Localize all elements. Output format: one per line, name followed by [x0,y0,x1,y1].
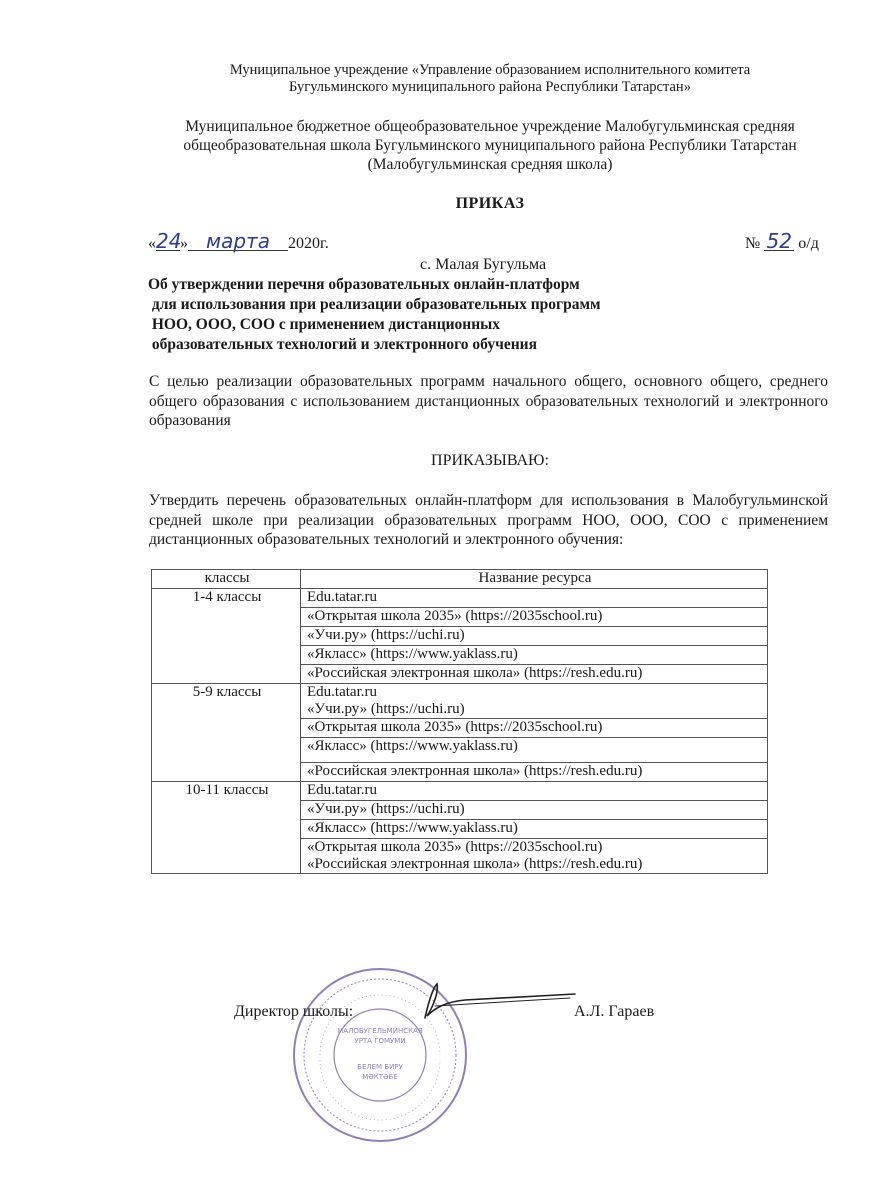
table-row [152,684,768,719]
table-row [152,608,768,627]
resource-cell: «Открытая школа 2035» (https://2035school.ru) [301,719,768,738]
class-group-label: 5-9 классы [152,684,301,719]
resource-cell: Edu.tatar.ru [301,589,768,608]
date-day: 24 [156,229,182,253]
subject-line-1: Об утверждении перечня образовательных онлайн-платформ [148,276,580,293]
seal-line-4: МӘКТӘБЕ [362,1073,398,1081]
resource-cell: «Якласс» (https://www.yaklass.ru) [301,646,768,665]
order-word: ПРИКАЗЫВАЮ: [431,452,549,469]
table-row [152,738,768,763]
signature-label: Директор школы: [234,1003,354,1020]
seal-line-3: БЕЛЕМ БИРУ [357,1063,403,1071]
place-of-issue: с. Малая Бугульма [420,256,547,273]
date-close-quote: » [180,235,188,252]
school-line-1: Муниципальное бюджетное общеобразовательное учреждение Малобугульминская средняя [185,118,795,135]
subject-line-3: НОО, ООО, СОО с применением дистанционных [148,316,501,333]
authority-line-1: Муниципальное учреждение «Управление образованием исполнительного комитета [229,62,751,78]
seal-line-1: МАЛОБУГЕЛЬМИНСКАЯ [337,1027,423,1035]
document-title: ПРИКАЗ [455,195,525,212]
order-number [745,229,819,253]
resource-cell: «Якласс» (https://www.yaklass.ru) [301,820,768,839]
table-row [152,782,768,801]
number-value: 52 [764,232,794,251]
director-name: А.Л. Гараев [574,1003,655,1020]
resource-cell: «Открытая школа 2035» (https://2035school.ru) [301,608,768,627]
resource-table [151,569,768,874]
school-header [100,117,873,174]
date-year: 2020г. [288,235,329,252]
table-row [152,646,768,665]
seal-line-2: УРТА ГОМУМИ [354,1037,406,1045]
resource-cell: «Якласс» (https://www.yaklass.ru) [301,738,768,763]
number-prefix: № [745,235,761,252]
resource-cell: «Российская электронная школа» (https://resh.edu.ru) [301,763,768,782]
resource-cell: «Российская электронная школа» (https://resh.edu.ru) [301,665,768,684]
order-subject [148,275,708,355]
table-row [152,763,768,782]
resource-cell: Edu.tatar.ru «Учи.ру» (https://uchi.ru) [301,684,768,719]
authority-line-2: Бугульминского муниципального района Республики Татарстан» [289,79,691,95]
column-header-resource: Название ресурса [301,570,768,589]
table-row [152,665,768,684]
order-date [148,229,329,253]
column-header-classes: классы [152,570,301,589]
decree-paragraph: Утвердить перечень образовательных онлайн-платформ для использования в Малобугульминской средней школе при реализации образовательных программ НОО, ООО, СОО с применением дистанционных образовательных технологий и электронного обучения: [149,492,828,548]
handwritten-signature-icon [405,980,580,1020]
table-row [152,627,768,646]
school-line-3: (Малобугульминская средняя школа) [367,156,613,173]
preamble-paragraph: С целью реализации образовательных программ начального общего, основного общего, среднего общего образования с использованием дистанционных образовательных технологий и электронного образования [149,373,828,429]
subject-line-4: образовательных технологий и электронного обучения [148,336,537,353]
resource-cell: Edu.tatar.ru [301,782,768,801]
school-line-2: общеобразовательная школа Бугульминского муниципального района Республики Татарстан [183,137,797,154]
class-group-label: 10-11 классы [152,782,301,801]
table-row [152,719,768,738]
table-row [152,801,768,820]
subject-line-2: для использования при реализации образовательных программ [148,296,601,313]
table-row [152,839,768,874]
resource-cell: «Учи.ру» (https://uchi.ru) [301,627,768,646]
resource-cell: «Открытая школа 2035» (https://2035school.ru) «Российская электронная школа» (https://resh.edu.ru) [301,839,768,874]
date-month: марта [188,232,288,251]
date-open-quote: « [148,235,156,252]
table-row [152,589,768,608]
table-header-row [152,570,768,589]
table-row [152,820,768,839]
resource-cell: «Учи.ру» (https://uchi.ru) [301,801,768,820]
class-group-label: 1-4 классы [152,589,301,608]
director-signature [405,980,580,1020]
number-suffix: о/д [798,235,819,252]
authority-header [100,62,873,96]
